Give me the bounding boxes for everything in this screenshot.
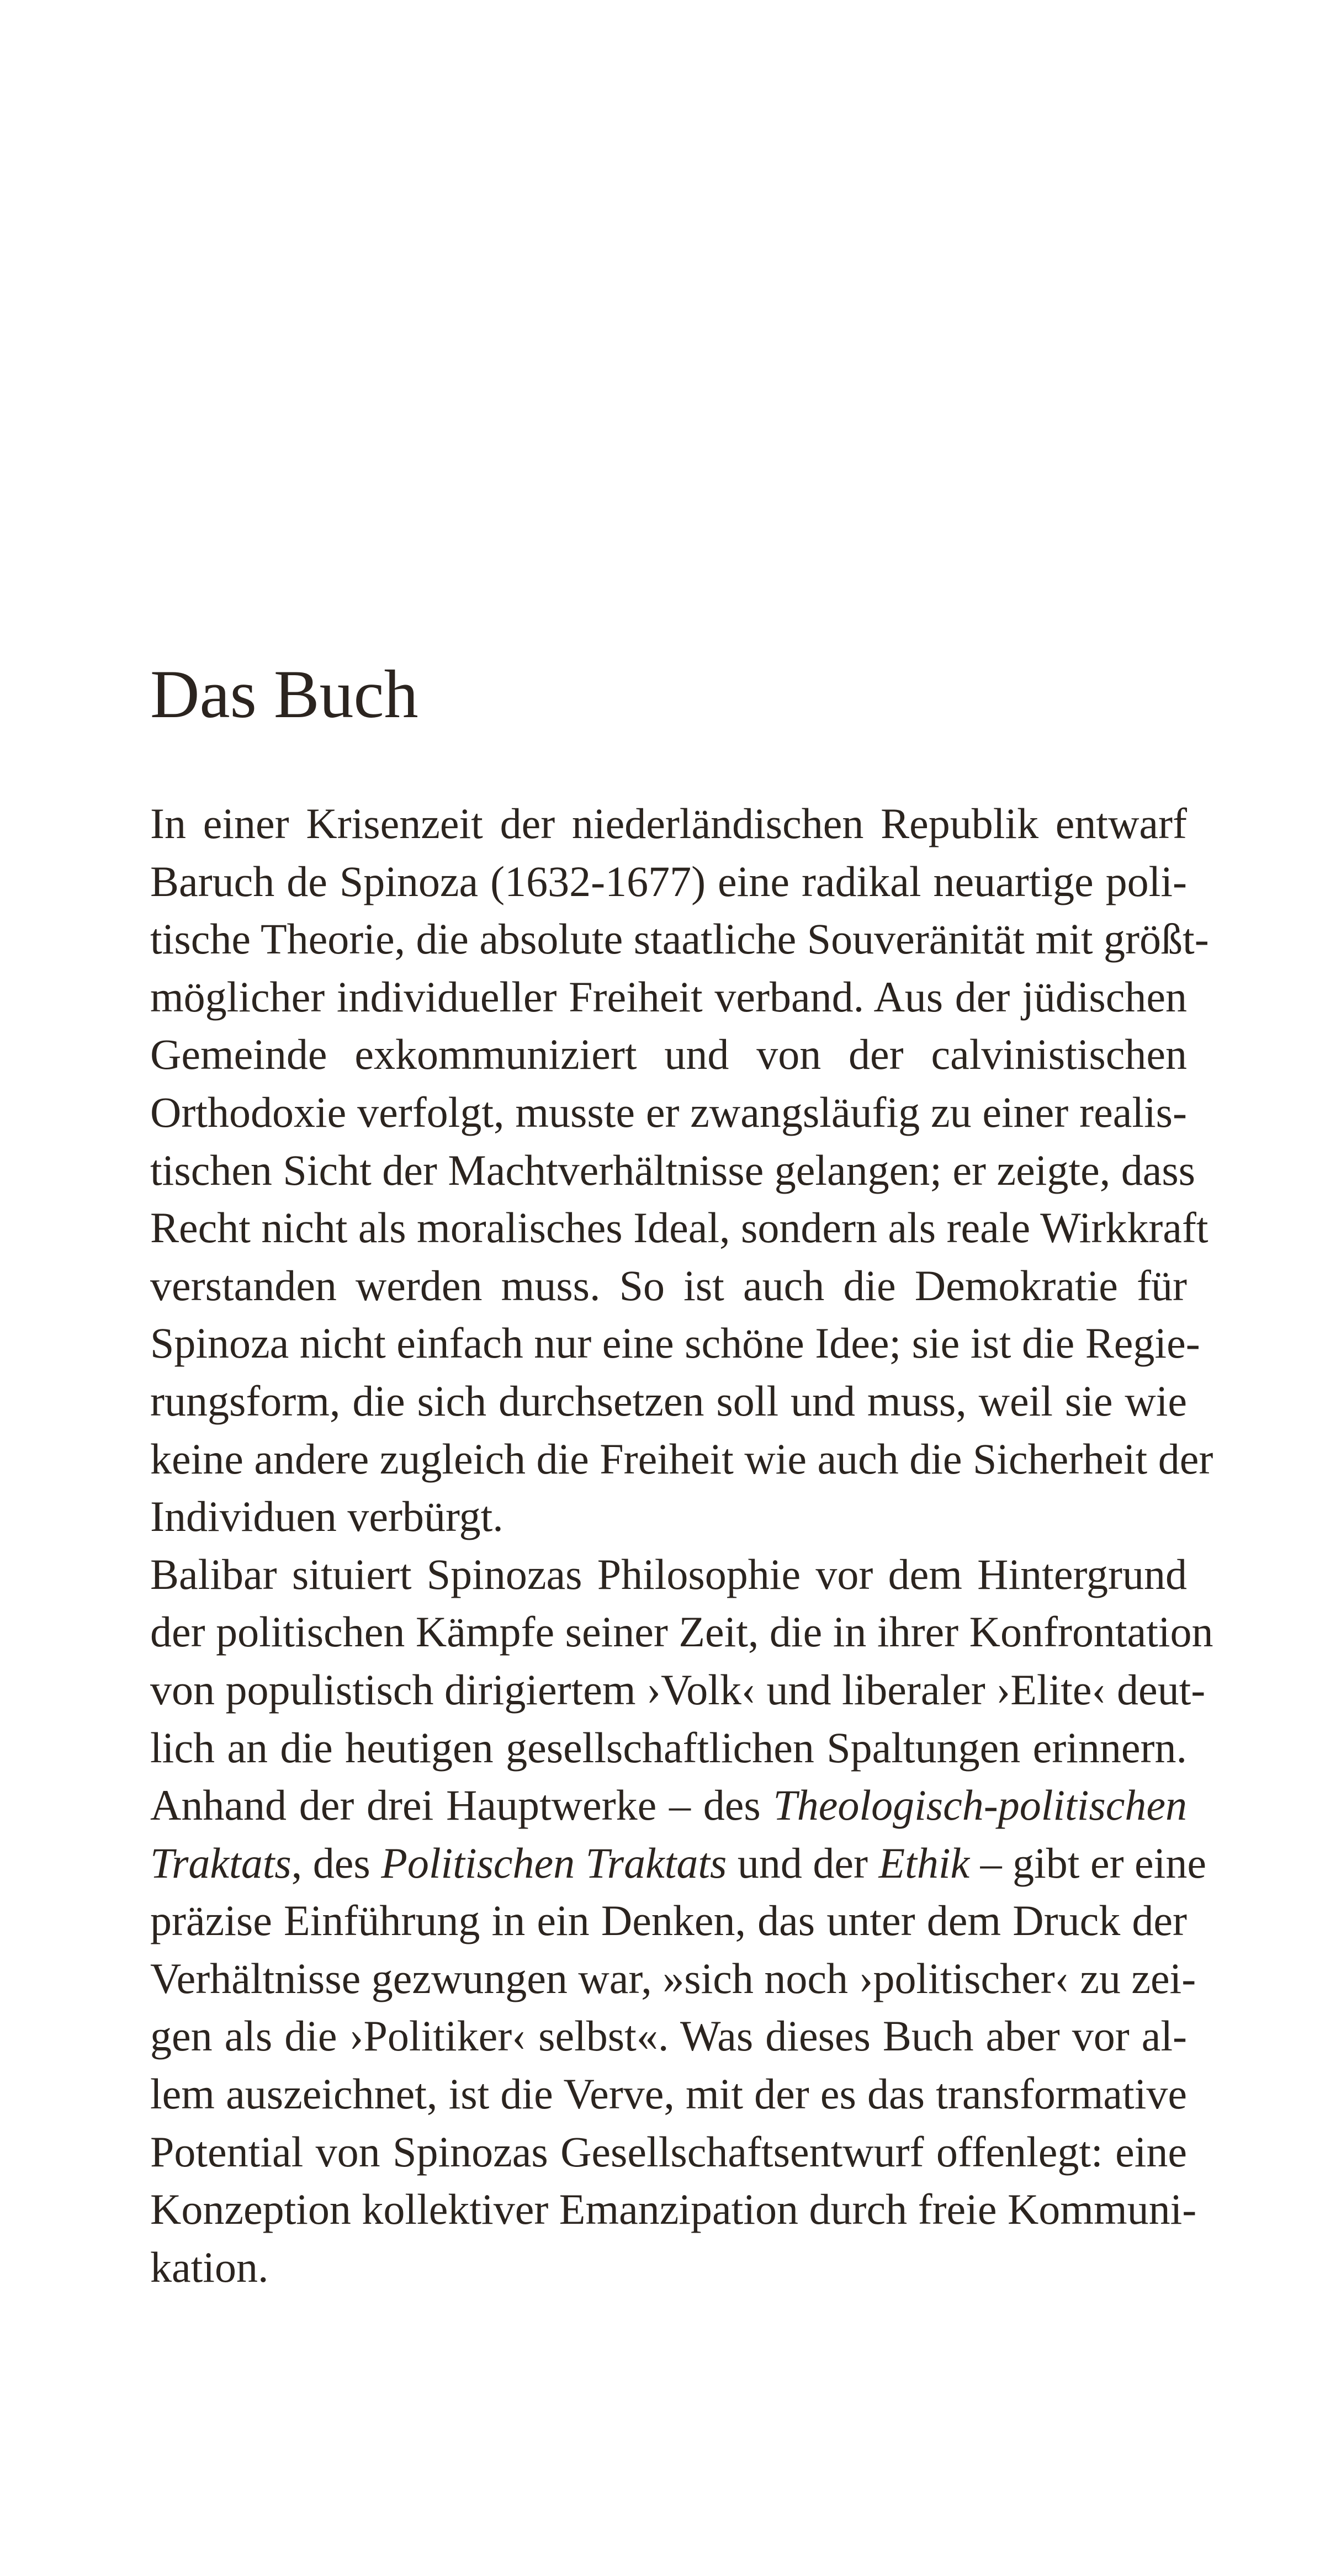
text-run: Gemeinde exkommuniziert und von der calvinistischen bbox=[150, 1030, 1187, 1079]
text-line bbox=[150, 1257, 1187, 1315]
text-line bbox=[150, 1142, 1196, 1200]
text-run: tische Theorie, die absolute staatliche Souveränität mit größt- bbox=[150, 915, 1209, 963]
text-line bbox=[150, 1199, 1209, 1257]
text-run: rungsform, die sich durchsetzen soll und muss, weil sie wie bbox=[150, 1376, 1187, 1425]
text-line bbox=[150, 2007, 1187, 2065]
paragraph bbox=[150, 795, 1213, 1546]
text-run: der politischen Kämpfe seiner Zeit, die in ihrer Konfrontation bbox=[150, 1608, 1213, 1656]
text-line bbox=[150, 1777, 1187, 1835]
text-line bbox=[150, 1430, 1213, 1488]
text-line bbox=[150, 853, 1187, 911]
text-line bbox=[150, 1719, 1187, 1777]
text-run: Anhand der drei Hauptwerke – des bbox=[150, 1781, 773, 1830]
text-line bbox=[150, 910, 1209, 968]
italic-title: Politischen Traktats bbox=[381, 1838, 727, 1887]
section-title: Das Buch bbox=[150, 656, 418, 732]
text-line bbox=[150, 795, 1187, 853]
text-line bbox=[150, 1372, 1187, 1430]
text-run: kation. bbox=[150, 2243, 269, 2291]
text-run: Orthodoxie verfolgt, musste er zwangsläufig zu einer realis- bbox=[150, 1088, 1187, 1136]
text-line bbox=[150, 1892, 1187, 1950]
text-line bbox=[150, 1603, 1213, 1661]
text-run: Balibar situiert Spinozas Philosophie vor dem Hintergrund bbox=[150, 1550, 1187, 1598]
text-line bbox=[150, 1835, 1206, 1893]
text-run: – gibt er eine bbox=[969, 1838, 1206, 1887]
text-run: präzise Einführung in ein Denken, das unter dem Druck der bbox=[150, 1896, 1187, 1945]
text-line bbox=[150, 1546, 1187, 1604]
text-run: Baruch de Spinoza (1632-1677) eine radikal neuartige poli- bbox=[150, 857, 1187, 905]
text-run: gen als die ›Politiker‹ selbst«. Was dieses Buch aber vor al- bbox=[150, 2012, 1187, 2060]
text-run: von populistisch dirigiertem ›Volk‹ und liberaler ›Elite‹ deut- bbox=[150, 1665, 1206, 1714]
text-line bbox=[150, 1488, 1187, 1546]
text-run: In einer Krisenzeit der niederländischen Republik entwarf bbox=[150, 799, 1187, 847]
text-line bbox=[150, 968, 1187, 1026]
text-line bbox=[150, 1084, 1187, 1142]
text-line bbox=[150, 2065, 1187, 2123]
text-line bbox=[150, 2239, 1187, 2297]
text-run: Spinoza nicht einfach nur eine schöne Idee; sie ist die Regie- bbox=[150, 1319, 1200, 1367]
text-run: lich an die heutigen gesellschaftlichen Spaltungen erinnern. bbox=[150, 1723, 1187, 1772]
text-run: Verhältnisse gezwungen war, »sich noch ›politischer‹ zu zei- bbox=[150, 1954, 1196, 2002]
text-line bbox=[150, 2181, 1197, 2239]
paragraph bbox=[150, 1546, 1213, 2297]
text-run: lem auszeichnet, ist die Verve, mit der es das transformative bbox=[150, 2070, 1187, 2118]
text-run: möglicher individueller Freiheit verband. Aus der jüdischen bbox=[150, 972, 1187, 1021]
text-run: , des bbox=[291, 1838, 381, 1887]
text-line bbox=[150, 2123, 1187, 2181]
text-line bbox=[150, 1950, 1196, 2008]
text-run: verstanden werden muss. So ist auch die Demokratie für bbox=[150, 1261, 1187, 1310]
text-run: tischen Sicht der Machtverhältnisse gelangen; er zeigte, dass bbox=[150, 1146, 1196, 1194]
text-run: Konzeption kollektiver Emanzipation durch freie Kommuni- bbox=[150, 2185, 1197, 2234]
text-run: Recht nicht als moralisches Ideal, sondern als reale Wirkkraft bbox=[150, 1204, 1209, 1252]
italic-title: Traktats bbox=[150, 1838, 292, 1887]
text-run: Individuen verbürgt. bbox=[150, 1492, 504, 1541]
italic-title: Ethik bbox=[878, 1838, 970, 1887]
text-line bbox=[150, 1314, 1200, 1372]
text-run: keine andere zugleich die Freiheit wie auch die Sicherheit der bbox=[150, 1434, 1213, 1483]
text-line bbox=[150, 1661, 1206, 1719]
italic-title: Theologisch-politischen bbox=[773, 1781, 1187, 1830]
text-run: und der bbox=[727, 1838, 879, 1887]
text-run: Potential von Spinozas Gesellschaftsentwurf offenlegt: eine bbox=[150, 2127, 1187, 2176]
blurb-text bbox=[150, 795, 1213, 2296]
text-line bbox=[150, 1026, 1187, 1084]
